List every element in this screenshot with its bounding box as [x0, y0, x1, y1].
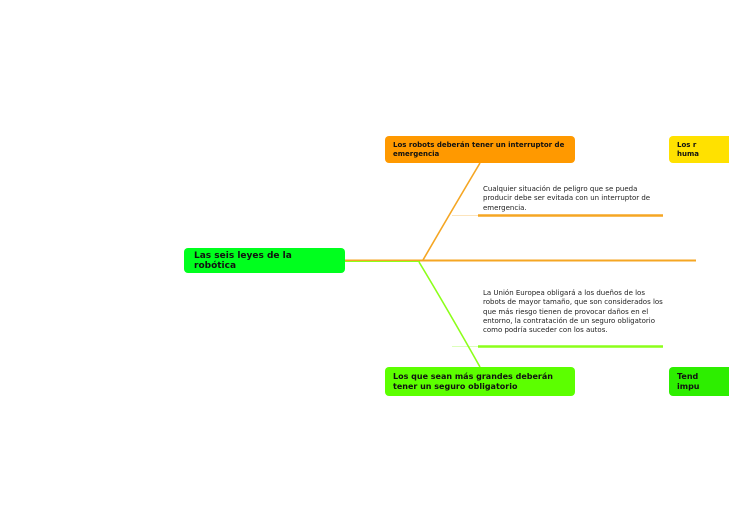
note-interruptor: Cualquier situación de peligro que se pueda producir debe ser evitada con un interruptor de emergencia.	[483, 185, 651, 212]
note-seguro: La Unión Europea obligará a los dueños de los robots de mayor tamaño, que son considerados los que más riesgo tienen de provocar daños en el entorno, la contratación de un seguro obligatorio como podría suceder con los autos.	[483, 289, 663, 335]
topic-seguro-label: Los que sean más grandes deberán tener un seguro obligatorio	[393, 371, 553, 391]
topic-right-top-label: Los r huma	[677, 140, 699, 158]
root-topic-label: Las seis leyes de la robótica	[194, 250, 292, 271]
topic-right-top[interactable]	[669, 136, 729, 163]
topic-right-bottom-label: Tend impu	[677, 371, 700, 391]
root-topic[interactable]	[184, 248, 345, 273]
topic-interruptor[interactable]	[385, 136, 575, 163]
branch-interruptor	[423, 163, 480, 260]
topic-seguro[interactable]	[385, 367, 575, 396]
topic-interruptor-label: Los robots deberán tener un interruptor de emergencia	[393, 140, 565, 158]
topic-right-bottom[interactable]	[669, 367, 729, 396]
branch-seguro	[419, 262, 480, 367]
